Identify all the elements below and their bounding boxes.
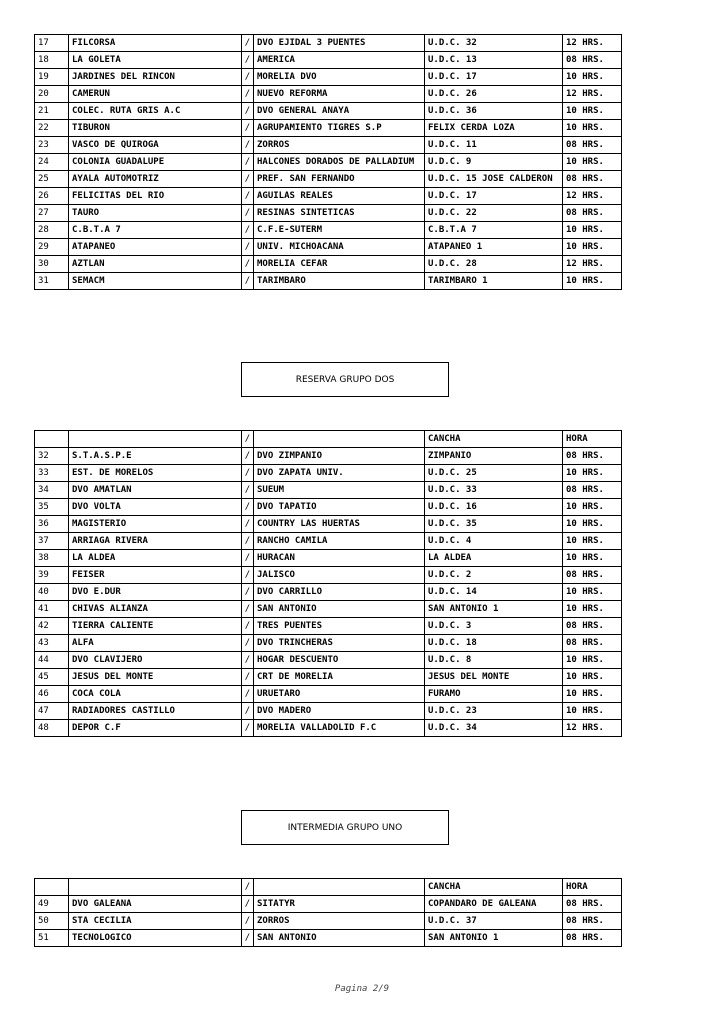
table-row xyxy=(35,584,622,601)
time-cell: 08 HRS. xyxy=(563,635,622,652)
table-row xyxy=(35,703,622,720)
separator-cell: / xyxy=(242,205,254,222)
match-number-cell: 40 xyxy=(35,584,69,601)
time-cell: 10 HRS. xyxy=(563,601,622,618)
schedule-table-reserva xyxy=(34,430,622,737)
home-team-cell: DVO AMATLAN xyxy=(69,482,242,499)
away-team-cell: DVO EJIDAL 3 PUENTES xyxy=(254,35,425,52)
venue-cell: U.D.C. 15 JOSE CALDERON xyxy=(425,171,563,188)
separator-cell: / xyxy=(242,222,254,239)
table-row xyxy=(35,618,622,635)
time-cell: 10 HRS. xyxy=(563,703,622,720)
time-cell: 12 HRS. xyxy=(563,188,622,205)
time-cell: 10 HRS. xyxy=(563,516,622,533)
table-row xyxy=(35,896,622,913)
match-number-cell: 45 xyxy=(35,669,69,686)
table-row xyxy=(35,222,622,239)
separator-cell: / xyxy=(242,686,254,703)
time-cell: 10 HRS. xyxy=(563,154,622,171)
match-number-cell: 19 xyxy=(35,69,69,86)
away-team-cell: DVO TRINCHERAS xyxy=(254,635,425,652)
venue-cell: U.D.C. 3 xyxy=(425,618,563,635)
away-team-cell: DVO GENERAL ANAYA xyxy=(254,103,425,120)
separator-cell: / xyxy=(242,69,254,86)
table-row xyxy=(35,448,622,465)
away-team-cell: DVO ZAPATA UNIV. xyxy=(254,465,425,482)
venue-cell: U.D.C. 33 xyxy=(425,482,563,499)
separator-cell: / xyxy=(242,35,254,52)
separator-cell: / xyxy=(242,635,254,652)
home-team-cell: TECNOLOGICO xyxy=(69,930,242,947)
away-team-cell: DVO CARRILLO xyxy=(254,584,425,601)
home-team-cell: FILCORSA xyxy=(69,35,242,52)
match-number-cell: 28 xyxy=(35,222,69,239)
time-cell: 12 HRS. xyxy=(563,86,622,103)
away-team-cell: ZORROS xyxy=(254,137,425,154)
separator-cell: / xyxy=(242,618,254,635)
away-team-cell: TRES PUENTES xyxy=(254,618,425,635)
separator-cell: / xyxy=(242,256,254,273)
table-row xyxy=(35,686,622,703)
separator-cell: / xyxy=(242,703,254,720)
venue-cell: U.D.C. 4 xyxy=(425,533,563,550)
venue-cell: U.D.C. 17 xyxy=(425,188,563,205)
match-number-cell xyxy=(35,431,69,448)
table-row xyxy=(35,516,622,533)
separator-cell: / xyxy=(242,584,254,601)
match-number-cell: 34 xyxy=(35,482,69,499)
separator-cell: / xyxy=(242,499,254,516)
away-team-cell: COUNTRY LAS HUERTAS xyxy=(254,516,425,533)
venue-cell: FURAMO xyxy=(425,686,563,703)
time-cell: HORA xyxy=(563,431,622,448)
time-cell: 08 HRS. xyxy=(563,567,622,584)
time-cell: 08 HRS. xyxy=(563,930,622,947)
match-number-cell: 39 xyxy=(35,567,69,584)
match-number-cell: 27 xyxy=(35,205,69,222)
home-team-cell: VASCO DE QUIROGA xyxy=(69,137,242,154)
venue-cell: U.D.C. 18 xyxy=(425,635,563,652)
away-team-cell xyxy=(254,879,425,896)
home-team-cell: AYALA AUTOMOTRIZ xyxy=(69,171,242,188)
venue-cell: U.D.C. 25 xyxy=(425,465,563,482)
section-title-intermedia xyxy=(241,810,449,845)
time-cell: 10 HRS. xyxy=(563,686,622,703)
time-cell: 10 HRS. xyxy=(563,652,622,669)
separator-cell: / xyxy=(242,103,254,120)
separator-cell: / xyxy=(242,720,254,737)
time-cell: 08 HRS. xyxy=(563,448,622,465)
venue-cell: U.D.C. 36 xyxy=(425,103,563,120)
home-team-cell: AZTLAN xyxy=(69,256,242,273)
away-team-cell: SUEUM xyxy=(254,482,425,499)
away-team-cell: DVO MADERO xyxy=(254,703,425,720)
away-team-cell xyxy=(254,431,425,448)
home-team-cell: DVO GALEANA xyxy=(69,896,242,913)
table-row xyxy=(35,913,622,930)
table-row xyxy=(35,52,622,69)
table-row xyxy=(35,482,622,499)
venue-cell: SAN ANTONIO 1 xyxy=(425,930,563,947)
match-number-cell: 23 xyxy=(35,137,69,154)
time-cell: 10 HRS. xyxy=(563,669,622,686)
table-row xyxy=(35,635,622,652)
match-number-cell: 41 xyxy=(35,601,69,618)
match-number-cell: 18 xyxy=(35,52,69,69)
table-row xyxy=(35,171,622,188)
home-team-cell: ATAPANEO xyxy=(69,239,242,256)
match-number-cell: 47 xyxy=(35,703,69,720)
home-team-cell: FEISER xyxy=(69,567,242,584)
time-cell: 08 HRS. xyxy=(563,482,622,499)
venue-cell: JESUS DEL MONTE xyxy=(425,669,563,686)
time-cell: 08 HRS. xyxy=(563,171,622,188)
time-cell: 10 HRS. xyxy=(563,103,622,120)
venue-cell: SAN ANTONIO 1 xyxy=(425,601,563,618)
venue-cell: CANCHA xyxy=(425,879,563,896)
home-team-cell: FELICITAS DEL RIO xyxy=(69,188,242,205)
venue-cell: C.B.T.A 7 xyxy=(425,222,563,239)
away-team-cell: SAN ANTONIO xyxy=(254,601,425,618)
match-number-cell: 22 xyxy=(35,120,69,137)
schedule-table-intermedia xyxy=(34,878,622,947)
away-team-cell: DVO TAPATIO xyxy=(254,499,425,516)
separator-cell: / xyxy=(242,652,254,669)
venue-cell: LA ALDEA xyxy=(425,550,563,567)
separator-cell: / xyxy=(242,533,254,550)
away-team-cell: UNIV. MICHOACANA xyxy=(254,239,425,256)
time-cell: 10 HRS. xyxy=(563,584,622,601)
home-team-cell: DVO E.DUR xyxy=(69,584,242,601)
venue-cell: U.D.C. 22 xyxy=(425,205,563,222)
away-team-cell: NUEVO REFORMA xyxy=(254,86,425,103)
venue-cell: U.D.C. 9 xyxy=(425,154,563,171)
table-row xyxy=(35,533,622,550)
match-number-cell: 38 xyxy=(35,550,69,567)
table-row xyxy=(35,205,622,222)
home-team-cell: TIBURON xyxy=(69,120,242,137)
table-row xyxy=(35,720,622,737)
time-cell: 12 HRS. xyxy=(563,35,622,52)
match-number-cell: 51 xyxy=(35,930,69,947)
home-team-cell: S.T.A.S.P.E xyxy=(69,448,242,465)
table-header-row xyxy=(35,431,622,448)
match-number-cell: 43 xyxy=(35,635,69,652)
match-number-cell: 32 xyxy=(35,448,69,465)
home-team-cell: COCA COLA xyxy=(69,686,242,703)
time-cell: 08 HRS. xyxy=(563,205,622,222)
table-row xyxy=(35,550,622,567)
separator-cell: / xyxy=(242,550,254,567)
table-row xyxy=(35,652,622,669)
venue-cell: U.D.C. 28 xyxy=(425,256,563,273)
away-team-cell: C.F.E-SUTERM xyxy=(254,222,425,239)
away-team-cell: DVO ZIMPANIO xyxy=(254,448,425,465)
table-row xyxy=(35,103,622,120)
match-number-cell: 24 xyxy=(35,154,69,171)
venue-cell: CANCHA xyxy=(425,431,563,448)
separator-cell: / xyxy=(242,482,254,499)
separator-cell: / xyxy=(242,896,254,913)
match-number-cell: 42 xyxy=(35,618,69,635)
match-number-cell: 21 xyxy=(35,103,69,120)
table-row xyxy=(35,154,622,171)
section-title-reserva-text: RESERVA GRUPO DOS xyxy=(295,374,395,385)
match-number-cell: 35 xyxy=(35,499,69,516)
home-team-cell: CAMERUN xyxy=(69,86,242,103)
home-team-cell xyxy=(69,431,242,448)
match-number-cell: 30 xyxy=(35,256,69,273)
time-cell: 10 HRS. xyxy=(563,69,622,86)
venue-cell: U.D.C. 14 xyxy=(425,584,563,601)
match-number-cell: 33 xyxy=(35,465,69,482)
time-cell: 10 HRS. xyxy=(563,273,622,290)
venue-cell: U.D.C. 11 xyxy=(425,137,563,154)
home-team-cell xyxy=(69,879,242,896)
table-row xyxy=(35,273,622,290)
match-number-cell: 36 xyxy=(35,516,69,533)
match-number-cell: 17 xyxy=(35,35,69,52)
table-row xyxy=(35,188,622,205)
away-team-cell: TARIMBARO xyxy=(254,273,425,290)
home-team-cell: LA GOLETA xyxy=(69,52,242,69)
section-title-reserva xyxy=(241,362,449,397)
match-number-cell xyxy=(35,879,69,896)
match-number-cell: 46 xyxy=(35,686,69,703)
table-row xyxy=(35,239,622,256)
table-row xyxy=(35,256,622,273)
separator-cell: / xyxy=(242,431,254,448)
home-team-cell: ARRIAGA RIVERA xyxy=(69,533,242,550)
match-number-cell: 26 xyxy=(35,188,69,205)
home-team-cell: SEMACM xyxy=(69,273,242,290)
separator-cell: / xyxy=(242,448,254,465)
table-row xyxy=(35,35,622,52)
venue-cell: U.D.C. 13 xyxy=(425,52,563,69)
home-team-cell: LA ALDEA xyxy=(69,550,242,567)
separator-cell: / xyxy=(242,273,254,290)
time-cell: 10 HRS. xyxy=(563,533,622,550)
section-title-intermedia-text: INTERMEDIA GRUPO UNO xyxy=(287,822,403,833)
time-cell: 12 HRS. xyxy=(563,256,622,273)
separator-cell: / xyxy=(242,879,254,896)
away-team-cell: HURACAN xyxy=(254,550,425,567)
separator-cell: / xyxy=(242,52,254,69)
separator-cell: / xyxy=(242,188,254,205)
match-number-cell: 49 xyxy=(35,896,69,913)
match-number-cell: 48 xyxy=(35,720,69,737)
away-team-cell: RANCHO CAMILA xyxy=(254,533,425,550)
away-team-cell: MORELIA VALLADOLID F.C xyxy=(254,720,425,737)
venue-cell: ZIMPANIO xyxy=(425,448,563,465)
schedule-table-top xyxy=(34,34,622,290)
separator-cell: / xyxy=(242,137,254,154)
separator-cell: / xyxy=(242,86,254,103)
time-cell: 08 HRS. xyxy=(563,137,622,154)
separator-cell: / xyxy=(242,930,254,947)
venue-cell: U.D.C. 26 xyxy=(425,86,563,103)
home-team-cell: ALFA xyxy=(69,635,242,652)
home-team-cell: JARDINES DEL RINCON xyxy=(69,69,242,86)
table-row xyxy=(35,601,622,618)
home-team-cell: JESUS DEL MONTE xyxy=(69,669,242,686)
away-team-cell: AGRUPAMIENTO TIGRES S.P xyxy=(254,120,425,137)
match-number-cell: 50 xyxy=(35,913,69,930)
home-team-cell: CHIVAS ALIANZA xyxy=(69,601,242,618)
venue-cell: COPANDARO DE GALEANA xyxy=(425,896,563,913)
venue-cell: U.D.C. 17 xyxy=(425,69,563,86)
match-number-cell: 20 xyxy=(35,86,69,103)
away-team-cell: AMERICA xyxy=(254,52,425,69)
venue-cell: U.D.C. 32 xyxy=(425,35,563,52)
time-cell: 12 HRS. xyxy=(563,720,622,737)
away-team-cell: PREF. SAN FERNANDO xyxy=(254,171,425,188)
separator-cell: / xyxy=(242,669,254,686)
venue-cell: U.D.C. 37 xyxy=(425,913,563,930)
away-team-cell: SITATYR xyxy=(254,896,425,913)
venue-cell: U.D.C. 35 xyxy=(425,516,563,533)
match-number-cell: 37 xyxy=(35,533,69,550)
table-row xyxy=(35,69,622,86)
venue-cell: U.D.C. 2 xyxy=(425,567,563,584)
time-cell: 08 HRS. xyxy=(563,896,622,913)
table-row xyxy=(35,567,622,584)
away-team-cell: URUETARO xyxy=(254,686,425,703)
venue-cell: U.D.C. 16 xyxy=(425,499,563,516)
away-team-cell: JALISCO xyxy=(254,567,425,584)
away-team-cell: CRT DE MORELIA xyxy=(254,669,425,686)
match-number-cell: 31 xyxy=(35,273,69,290)
page-number: Pagina 2/9 xyxy=(334,984,390,994)
time-cell: 10 HRS. xyxy=(563,120,622,137)
venue-cell: FELIX CERDA LOZA xyxy=(425,120,563,137)
away-team-cell: RESINAS SINTETICAS xyxy=(254,205,425,222)
time-cell: 08 HRS. xyxy=(563,52,622,69)
table-row xyxy=(35,930,622,947)
separator-cell: / xyxy=(242,120,254,137)
time-cell: 08 HRS. xyxy=(563,913,622,930)
home-team-cell: RADIADORES CASTILLO xyxy=(69,703,242,720)
table-row xyxy=(35,120,622,137)
separator-cell: / xyxy=(242,171,254,188)
separator-cell: / xyxy=(242,154,254,171)
home-team-cell: STA CECILIA xyxy=(69,913,242,930)
match-number-cell: 44 xyxy=(35,652,69,669)
home-team-cell: COLEC. RUTA GRIS A.C xyxy=(69,103,242,120)
away-team-cell: SAN ANTONIO xyxy=(254,930,425,947)
table-row xyxy=(35,499,622,516)
separator-cell: / xyxy=(242,516,254,533)
table-header-row xyxy=(35,879,622,896)
table-row xyxy=(35,465,622,482)
time-cell: 10 HRS. xyxy=(563,499,622,516)
time-cell: 10 HRS. xyxy=(563,550,622,567)
separator-cell: / xyxy=(242,239,254,256)
time-cell: 10 HRS. xyxy=(563,239,622,256)
away-team-cell: HOGAR DESCUENTO xyxy=(254,652,425,669)
separator-cell: / xyxy=(242,913,254,930)
home-team-cell: EST. DE MORELOS xyxy=(69,465,242,482)
away-team-cell: MORELIA CEFAR xyxy=(254,256,425,273)
home-team-cell: C.B.T.A 7 xyxy=(69,222,242,239)
home-team-cell: TAURO xyxy=(69,205,242,222)
home-team-cell: TIERRA CALIENTE xyxy=(69,618,242,635)
venue-cell: ATAPANEO 1 xyxy=(425,239,563,256)
time-cell: HORA xyxy=(563,879,622,896)
away-team-cell: AGUILAS REALES xyxy=(254,188,425,205)
separator-cell: / xyxy=(242,567,254,584)
home-team-cell: DVO CLAVIJERO xyxy=(69,652,242,669)
venue-cell: U.D.C. 34 xyxy=(425,720,563,737)
venue-cell: U.D.C. 23 xyxy=(425,703,563,720)
away-team-cell: ZORROS xyxy=(254,913,425,930)
venue-cell: U.D.C. 8 xyxy=(425,652,563,669)
time-cell: 08 HRS. xyxy=(563,618,622,635)
table-row xyxy=(35,86,622,103)
away-team-cell: MORELIA DVO xyxy=(254,69,425,86)
venue-cell: TARIMBARO 1 xyxy=(425,273,563,290)
home-team-cell: DVO VOLTA xyxy=(69,499,242,516)
match-number-cell: 29 xyxy=(35,239,69,256)
separator-cell: / xyxy=(242,601,254,618)
table-row xyxy=(35,137,622,154)
separator-cell: / xyxy=(242,465,254,482)
time-cell: 10 HRS. xyxy=(563,222,622,239)
time-cell: 10 HRS. xyxy=(563,465,622,482)
home-team-cell: DEPOR C.F xyxy=(69,720,242,737)
table-row xyxy=(35,669,622,686)
home-team-cell: COLONIA GUADALUPE xyxy=(69,154,242,171)
away-team-cell: HALCONES DORADOS DE PALLADIUM xyxy=(254,154,425,171)
match-number-cell: 25 xyxy=(35,171,69,188)
home-team-cell: MAGISTERIO xyxy=(69,516,242,533)
